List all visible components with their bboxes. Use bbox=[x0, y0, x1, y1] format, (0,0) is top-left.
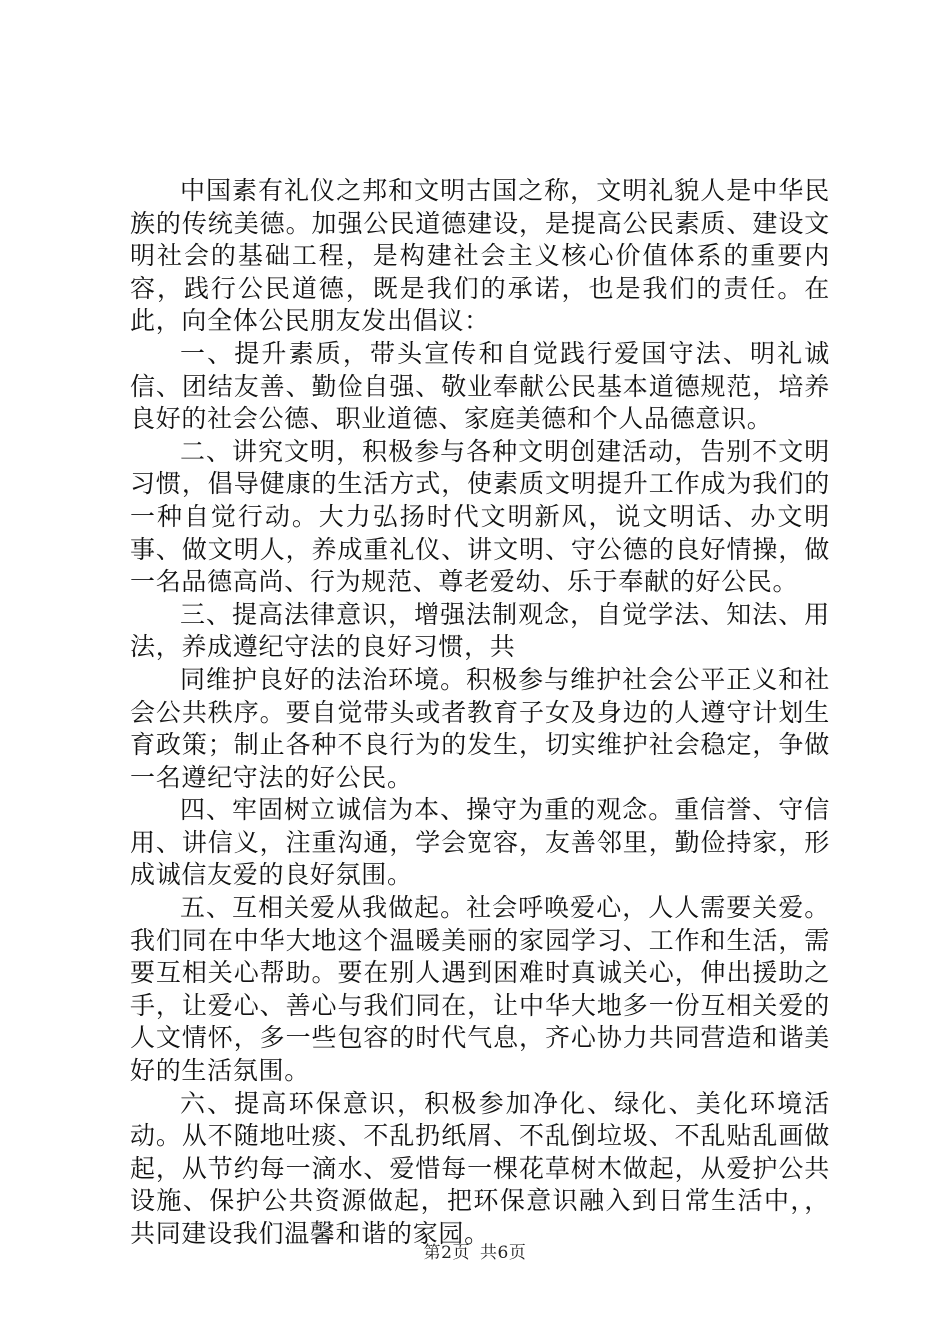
proposal-4-paragraph: 四、牢固树立诚信为本、操守为重的观念。重信誉、守信用、讲信义，注重沟通，学会宽容，友善邻里，勤俭持家，形成诚信友爱的良好氛围。 bbox=[130, 795, 830, 890]
document-body bbox=[130, 175, 830, 1251]
proposal-5-paragraph: 五、互相关爱从我做起。社会呼唤爱心，人人需要关爱。我们同在中华大地这个温暖美丽的家园学习、工作和生活，需要互相关心帮助。要在别人遇到困难时真诚关心，伸出援助之手，让爱心、善心与我们同在，让中华大地多一份互相关爱的人文情怀，多一些包容的时代气息，齐心协力共同营造和谐美好的生活氛围。 bbox=[130, 893, 830, 1086]
proposal-6-paragraph: 六、提高环保意识，积极参加净化、绿化、美化环境活动。从不随地吐痰、不乱扔纸屑、不乱倒垃圾、不乱贴乱画做起，从节约每一滴水、爱惜每一棵花草树木做起，从爱护公共设施、保护公共资源做起，把环保意识融入到日常生活中，，共同建设我们温馨和谐的家园。 bbox=[130, 1088, 830, 1248]
intro-paragraph: 中国素有礼仪之邦和文明古国之称，文明礼貌人是中华民族的传统美德。加强公民道德建设，是提高公民素质、建设文明社会的基础工程，是构建社会主义核心价值体系的重要内容，践行公民道德，既是我们的承诺，也是我们的责任。在此，向全体公民朋友发出倡议： bbox=[130, 176, 830, 336]
proposal-2-paragraph: 二、讲究文明，积极参与各种文明创建活动，告别不文明习惯，倡导健康的生活方式，使素质文明提升工作成为我们的一种自觉行动。大力弘扬时代文明新风，说文明话、办文明事、做文明人，养成重礼仪、讲文明、守公德的良好情操，做一名品德高尚、行为规范、尊老爱幼、乐于奉献的好公民。 bbox=[130, 436, 830, 597]
proposal-3-continuation-paragraph: 同维护良好的法治环境。积极参与维护社会公平正义和社会公共秩序。要自觉带头或者教育子女及身边的人遵守计划生育政策；制止各种不良行为的发生，切实维护社会稳定，争做一名遵纪守法的好公民。 bbox=[130, 664, 830, 792]
proposal-1-paragraph: 一、提升素质，带头宣传和自觉践行爱国守法、明礼诚信、团结友善、勤俭自强、敬业奉献公民基本道德规范，培养良好的社会公德、职业道德、家庭美德和个人品德意识。 bbox=[130, 338, 830, 434]
page-total: 共6页 bbox=[480, 1243, 527, 1263]
page-footer bbox=[0, 1238, 950, 1263]
page-number: 第2页 bbox=[423, 1243, 470, 1263]
proposal-3-paragraph: 三、提高法律意识，增强法制观念，自觉学法、知法、用法，养成遵纪守法的良好习惯，共 bbox=[130, 599, 830, 662]
